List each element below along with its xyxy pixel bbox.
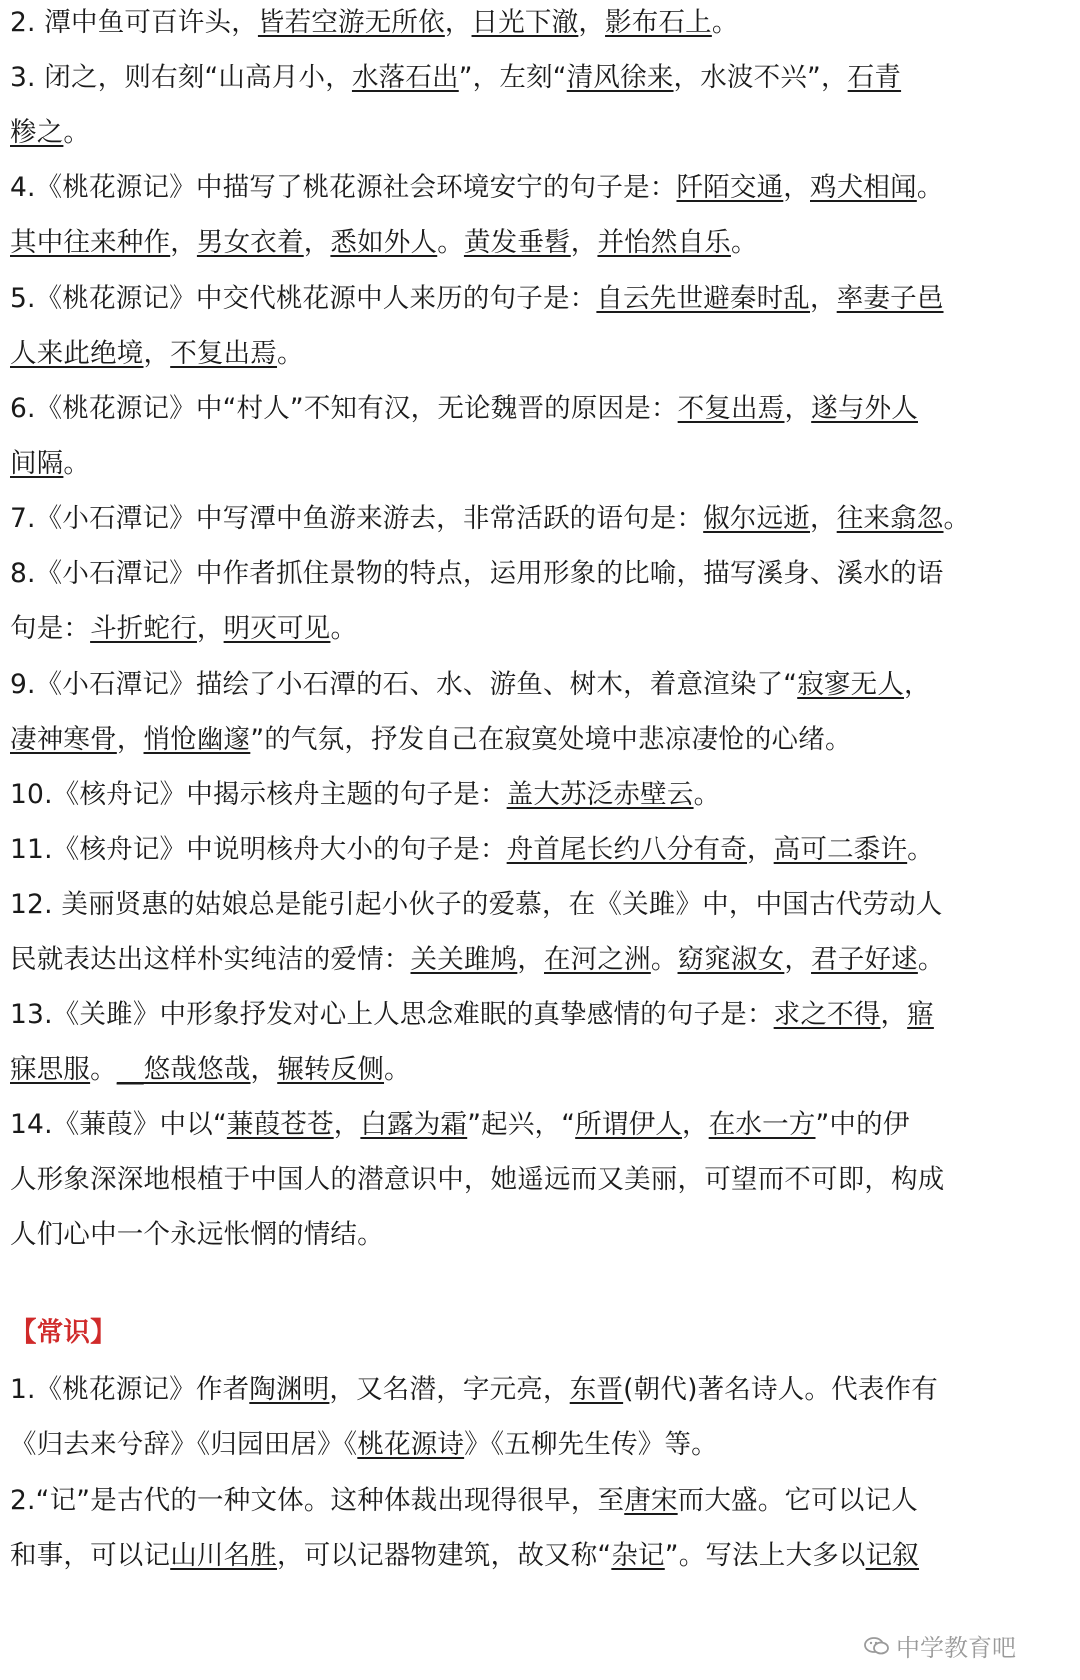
answer-underlined: 水落石出 xyxy=(351,62,459,93)
text-segment: 12. 美丽贤惠的姑娘总是能引起小伙子的爱慕，在《关雎》中，中国古代劳动人 xyxy=(10,889,943,920)
answer-underlined: 所谓伊人 xyxy=(575,1109,682,1140)
section-heading: 【常识】 xyxy=(10,1317,117,1348)
answer-underlined: 寤 xyxy=(907,999,934,1030)
text-segment: ， xyxy=(783,172,810,203)
answer-underlined: 寐思服 xyxy=(10,1054,91,1085)
text-segment: 11.《核舟记》中说明核舟大小的句子是： xyxy=(10,834,507,865)
text-line xyxy=(10,1218,1070,1252)
answer-underlined: 率妻子邑 xyxy=(836,283,944,314)
text-segment: 。 xyxy=(693,779,721,810)
text-segment: ， xyxy=(143,338,171,369)
text-segment: 。 xyxy=(90,1054,117,1085)
answer-underlined: 盖大苏泛赤壁云 xyxy=(506,779,694,810)
text-segment: ， xyxy=(810,283,837,314)
text-line xyxy=(10,282,1070,316)
text-line xyxy=(10,557,1070,591)
text-segment: 》《五柳先生传》等。 xyxy=(464,1429,718,1460)
answer-underlined: 清风徐来 xyxy=(566,62,674,93)
text-line xyxy=(10,447,1070,481)
answer-underlined: 俶尔远逝 xyxy=(703,503,810,534)
text-segment: 2. 潭中鱼可百许头， xyxy=(10,7,258,38)
answer-underlined: 辗转反侧 xyxy=(277,1054,385,1085)
text-line xyxy=(10,1373,1070,1407)
text-segment: ”。写法上大多以 xyxy=(664,1540,866,1571)
text-segment: 人们心中一个永远怅惘的情结。 xyxy=(10,1219,384,1250)
text-segment: 民就表达出这样朴实纯洁的爱情： xyxy=(10,944,411,975)
answer-underlined: 不复出焉 xyxy=(170,338,278,369)
text-line xyxy=(10,833,1070,867)
text-segment: (朝代)著名诗人。代表作有 xyxy=(623,1374,938,1405)
text-line xyxy=(10,723,1070,757)
answer-underlined: 自云先世避秦时乱 xyxy=(596,283,810,314)
answer-underlined: 悉如外人 xyxy=(330,227,438,258)
text-segment: ， xyxy=(170,227,197,258)
text-line xyxy=(10,1316,1070,1350)
answer-underlined: 高可二黍许 xyxy=(773,834,908,865)
text-segment: ， xyxy=(578,7,606,38)
wechat-icon xyxy=(864,1634,890,1662)
text-segment: ， xyxy=(810,503,837,534)
text-segment: ， xyxy=(570,227,598,258)
text-segment: 和事，可以记 xyxy=(10,1540,171,1571)
text-segment: ， xyxy=(517,944,545,975)
answer-underlined: 桃花源诗 xyxy=(357,1429,465,1460)
answer-underlined: 陶渊明 xyxy=(249,1374,330,1405)
answer-underlined: 窈窕淑女 xyxy=(677,944,785,975)
text-segment: 。 xyxy=(730,227,758,258)
text-segment: ， xyxy=(746,834,774,865)
text-line xyxy=(10,226,1070,260)
answer-underlined: 白露为霜 xyxy=(360,1109,468,1140)
text-segment: 3. 闭之，则右刻“山高月小， xyxy=(10,62,352,93)
text-segment: 9.《小石潭记》描绘了小石潭的石、水、游鱼、树木，着意渲染了“ xyxy=(10,669,798,700)
text-segment: 。 xyxy=(277,338,304,369)
text-line xyxy=(10,1053,1070,1087)
answer-underlined: 其中往来种作 xyxy=(10,227,171,258)
text-segment: 。 xyxy=(650,944,678,975)
text-line xyxy=(10,61,1070,95)
text-segment: 7.《小石潭记》中写潭中鱼游来游去，非常活跃的语句是： xyxy=(10,503,704,534)
text-segment: ， xyxy=(904,669,931,700)
text-segment: 人形象深深地根植于中国人的潜意识中，她遥远而又美丽，可望而不可即，构成 xyxy=(10,1164,945,1195)
answer-underlined: 黄发垂髫 xyxy=(463,227,571,258)
text-line xyxy=(10,888,1070,922)
answer-underlined: 遂与外人 xyxy=(811,393,918,424)
text-segment: ”，左刻“ xyxy=(458,62,567,93)
text-segment: ”中的伊 xyxy=(815,1109,910,1140)
answer-underlined: 人来此绝境 xyxy=(10,338,144,369)
answer-underlined: 鸡犬相闻 xyxy=(810,172,917,203)
answer-underlined: 斗折蛇行 xyxy=(90,613,197,644)
answer-underlined: 关关雎鸠 xyxy=(410,944,518,975)
answer-underlined: 石青 xyxy=(847,62,902,93)
text-line xyxy=(10,778,1070,812)
text-segment: ，水波不兴”， xyxy=(673,62,848,93)
answer-underlined: 日光下澈 xyxy=(471,7,579,38)
answer-underlined: 东晋 xyxy=(569,1374,624,1405)
text-line xyxy=(10,337,1070,371)
answer-underlined: 求之不得 xyxy=(773,999,881,1030)
answer-underlined: 舟首尾长约八分有奇 xyxy=(506,834,747,865)
text-segment: 10.《核舟记》中揭示核舟主题的句子是： xyxy=(10,779,507,810)
answer-underlined: 杂记 xyxy=(611,1540,665,1571)
text-line xyxy=(10,1428,1070,1462)
text-segment: ， xyxy=(880,999,908,1030)
text-segment: ， xyxy=(333,1109,361,1140)
text-line xyxy=(10,116,1070,150)
text-segment: ， xyxy=(784,944,812,975)
answer-underlined: 影布石上 xyxy=(605,7,712,38)
answer-underlined: 阡陌交通 xyxy=(676,172,784,203)
answer-underlined: 唐宋 xyxy=(624,1485,678,1516)
text-segment: 4.《桃花源记》中描写了桃花源社会环境安宁的句子是： xyxy=(10,172,677,203)
text-segment: ”的气氛，抒发自己在寂寞处境中悲凉凄怆的心绪。 xyxy=(250,724,852,755)
text-line xyxy=(10,668,1070,702)
text-segment: 。 xyxy=(916,172,944,203)
text-segment: ， xyxy=(116,724,144,755)
text-line xyxy=(10,1108,1070,1142)
text-segment: 而大盛。它可以记人 xyxy=(677,1485,918,1516)
answer-underlined: 蒹葭苍苍 xyxy=(226,1109,334,1140)
watermark xyxy=(860,1628,1020,1663)
answer-underlined: 山川名胜 xyxy=(170,1540,278,1571)
answer-underlined: 间隔 xyxy=(10,448,64,479)
answer-underlined: 悄怆幽邃 xyxy=(143,724,251,755)
text-segment: 。 xyxy=(907,834,934,865)
text-line xyxy=(10,392,1070,426)
text-line xyxy=(10,612,1070,646)
answer-underlined: 记叙 xyxy=(865,1540,920,1571)
text-line xyxy=(10,943,1070,977)
answer-underlined: 在河之洲 xyxy=(544,944,651,975)
answer-underlined: __悠哉悠哉 xyxy=(116,1054,251,1085)
text-line xyxy=(10,998,1070,1032)
text-segment: ”起兴，“ xyxy=(467,1109,576,1140)
text-segment: 。 xyxy=(711,7,739,38)
text-segment: 句是： xyxy=(10,613,91,644)
text-segment: ， xyxy=(196,613,224,644)
answer-underlined: 男女衣着 xyxy=(196,227,304,258)
text-segment: ， xyxy=(681,1109,709,1140)
answer-underlined: 明灭可见 xyxy=(223,613,331,644)
text-segment: ，可以记器物建筑，故又称“ xyxy=(277,1540,612,1571)
answer-underlined: 糁之 xyxy=(10,117,64,148)
text-segment: ， xyxy=(250,1054,278,1085)
text-segment: 8.《小石潭记》中作者抓住景物的特点，运用形象的比喻，描写溪身、溪水的语 xyxy=(10,558,944,589)
text-line xyxy=(10,171,1070,205)
text-segment: 14.《蒹葭》中以“ xyxy=(10,1109,227,1140)
text-segment: ，又名潜，字元亮， xyxy=(329,1374,570,1405)
answer-underlined: 皆若空游无所依 xyxy=(257,7,445,38)
text-line xyxy=(10,1539,1070,1573)
text-segment: 1.《桃花源记》作者 xyxy=(10,1374,250,1405)
text-segment: 。 xyxy=(943,503,971,534)
answer-underlined: 往来翕忽 xyxy=(836,503,944,534)
text-segment: ， xyxy=(303,227,331,258)
text-line xyxy=(10,502,1070,536)
text-line xyxy=(10,1163,1070,1197)
text-segment: 。 xyxy=(63,448,91,479)
answer-underlined: 在水一方 xyxy=(708,1109,816,1140)
text-segment: ， xyxy=(444,7,472,38)
text-segment: 。 xyxy=(63,117,91,148)
text-segment: 6.《桃花源记》中“村人”不知有汉，无论魏晋的原因是： xyxy=(10,393,678,424)
answer-underlined: 凄神寒骨 xyxy=(10,724,117,755)
text-segment: 5.《桃花源记》中交代桃花源中人来历的句子是： xyxy=(10,283,597,314)
text-segment: 。 xyxy=(437,227,464,258)
text-segment: 。 xyxy=(917,944,945,975)
text-segment: 13.《关雎》中形象抒发对心上人思念难眠的真挚感情的句子是： xyxy=(10,999,774,1030)
text-line xyxy=(10,1484,1070,1518)
text-segment: 2.“记”是古代的一种文体。这种体裁出现得很早，至 xyxy=(10,1485,625,1516)
text-segment: 《归去来兮辞》《归园田居》《 xyxy=(10,1429,358,1460)
text-segment: 。 xyxy=(330,613,358,644)
watermark-text: 中学教育吧 xyxy=(896,1634,1016,1662)
answer-underlined: 不复出焉 xyxy=(677,393,785,424)
answer-underlined: 寂寥无人 xyxy=(797,669,905,700)
text-segment: ， xyxy=(784,393,812,424)
text-segment: 。 xyxy=(384,1054,411,1085)
answer-underlined: 君子好逑 xyxy=(811,944,918,975)
answer-underlined: 并怡然自乐 xyxy=(597,227,731,258)
text-line xyxy=(10,6,1070,40)
